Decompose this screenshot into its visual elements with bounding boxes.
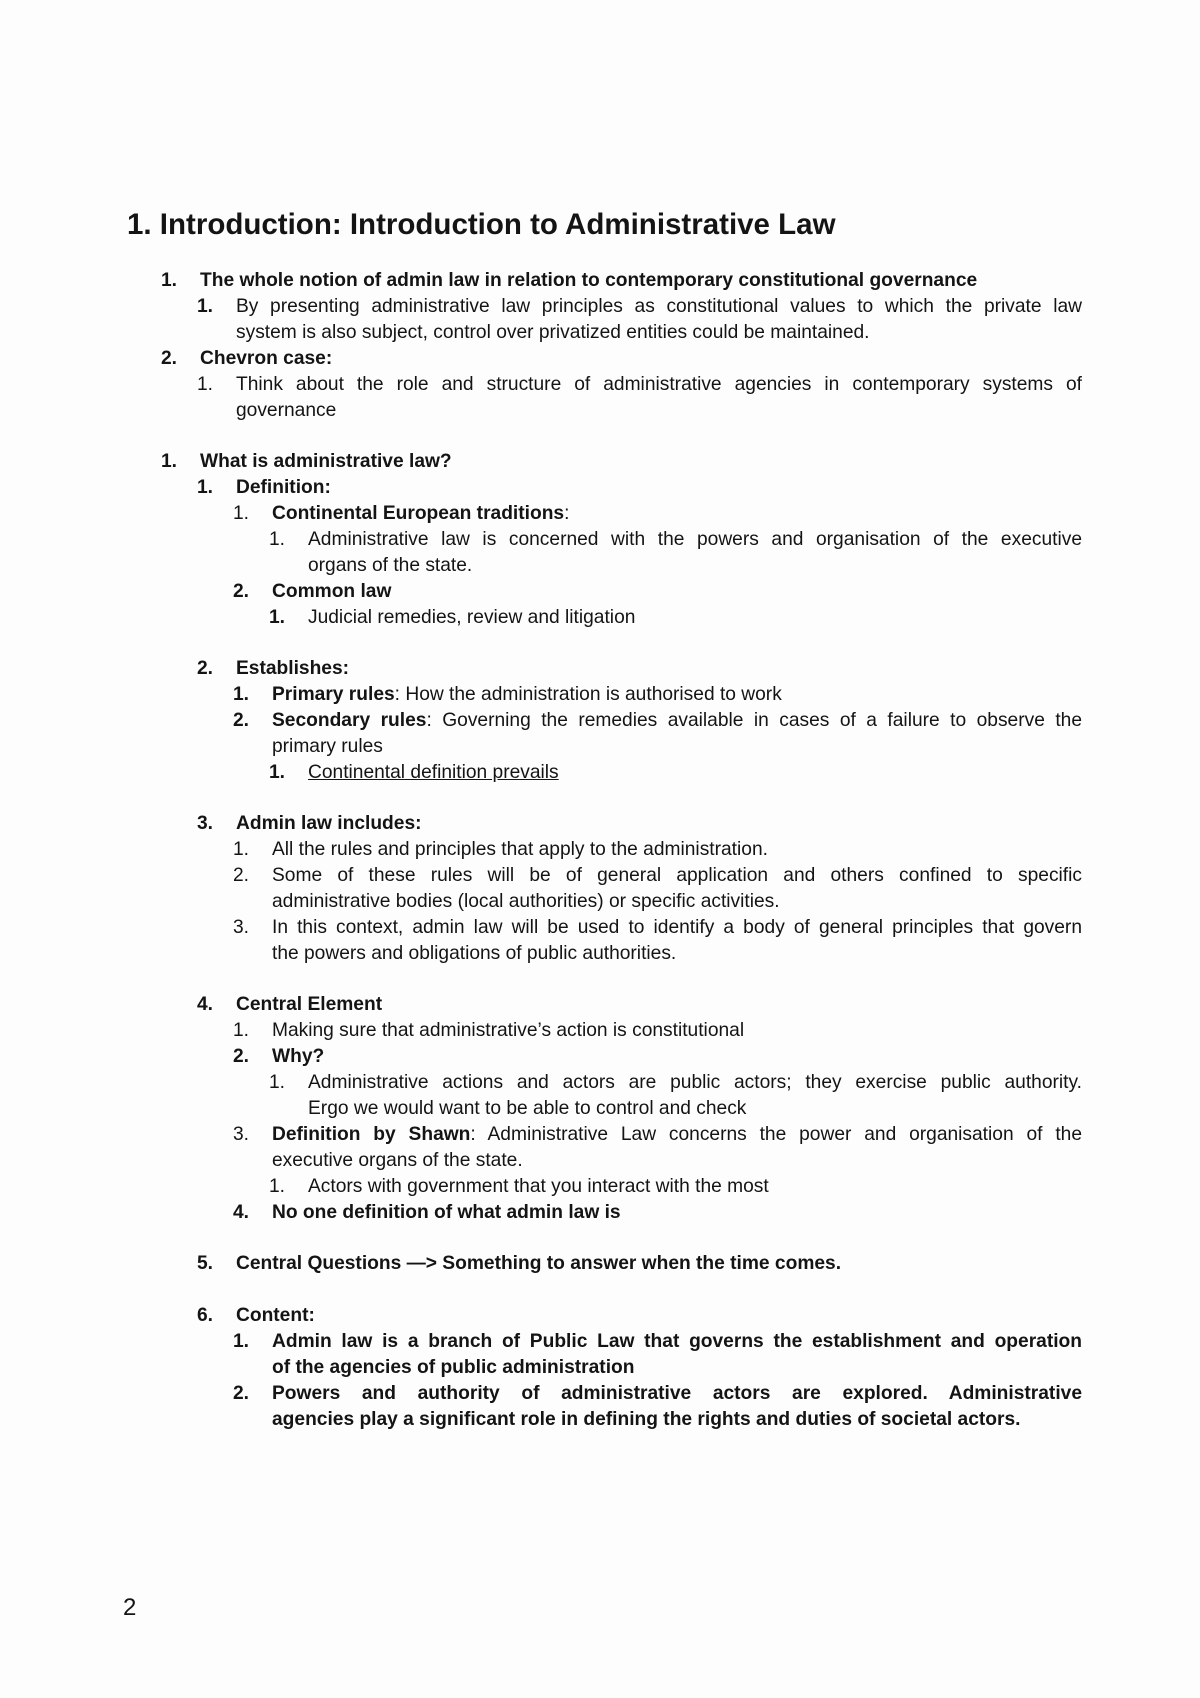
- list-item-text: Central Element: [236, 994, 383, 1015]
- list-item-description: : Governing the remedies available in cases of a failure to observe the: [426, 710, 1082, 731]
- list-item: [0, 1095, 1200, 1123]
- list-item: [0, 940, 1200, 968]
- list-item: [0, 1043, 1200, 1071]
- list-item-number: 1.: [233, 1020, 250, 1041]
- list-item-number: 2.: [161, 348, 178, 369]
- list-item: [0, 759, 1200, 787]
- list-item-text: [272, 1121, 1082, 1149]
- list-item: [0, 500, 1200, 528]
- list-item-text: Chevron case:: [200, 348, 333, 369]
- list-item-text: primary rules: [272, 736, 383, 757]
- list-item-text: The whole notion of admin law in relation to contemporary constitutional governance: [200, 270, 978, 291]
- list-item-text: All the rules and principles that apply to the administration.: [272, 839, 768, 860]
- list-item-term: Continental European traditions: [272, 503, 565, 524]
- list-item-text: Ergo we would want to be able to control and check: [308, 1098, 747, 1119]
- list-item: [0, 836, 1200, 864]
- list-item: [0, 733, 1200, 761]
- list-item-number: 1.: [233, 684, 250, 705]
- list-item-text: of the agencies of public administration: [272, 1357, 635, 1378]
- list-item-number: 2.: [197, 658, 214, 679]
- list-item-number: 1.: [233, 1331, 250, 1352]
- list-item-text: administrative bodies (local authorities) or specific activities.: [272, 891, 780, 912]
- list-item: [0, 448, 1200, 476]
- list-item-text: executive organs of the state.: [272, 1150, 523, 1171]
- list-item-number: 1.: [233, 839, 250, 860]
- list-item-text: [272, 681, 1082, 709]
- list-item-number: 3.: [233, 1124, 250, 1145]
- list-item-text: By presenting administrative law principles as constitutional values to which the private law: [236, 296, 1082, 317]
- list-item-text: Central Questions —> Something to answer when the time comes.: [236, 1253, 842, 1274]
- list-item-number: 1.: [269, 529, 286, 550]
- list-item-term: Secondary rules: [272, 710, 427, 731]
- list-item: [0, 862, 1200, 890]
- list-item-text: In this context, admin law will be used to identify a body of general principles that govern: [272, 917, 1082, 938]
- list-item-number: 1.: [197, 296, 214, 317]
- list-item-number: 1.: [233, 503, 250, 524]
- list-item-text: agencies play a significant role in defining the rights and duties of societal actors.: [272, 1409, 1021, 1430]
- list-item-number: 3.: [233, 917, 250, 938]
- list-item-text: Admin law is a branch of Public Law that governs the establishment and operation: [272, 1331, 1082, 1352]
- list-item: [0, 371, 1200, 399]
- list-item-number: 1.: [269, 1176, 286, 1197]
- list-item-number: 3.: [197, 813, 214, 834]
- list-item: [0, 991, 1200, 1019]
- list-item: [0, 267, 1200, 295]
- list-item-text: Administrative actions and actors are public actors; they exercise public authority.: [308, 1072, 1082, 1093]
- list-item-number: 5.: [197, 1253, 214, 1274]
- list-item-number: 1.: [197, 374, 214, 395]
- list-item-text: Think about the role and structure of administrative agencies in contemporary systems of: [236, 374, 1082, 395]
- list-item: [0, 526, 1200, 554]
- list-item-text: system is also subject, control over privatized entities could be maintained.: [236, 322, 870, 343]
- page-number: 2: [123, 1594, 137, 1621]
- list-item: [0, 1069, 1200, 1097]
- list-item: [0, 1250, 1200, 1278]
- list-item-text: [272, 500, 1082, 528]
- list-item: [0, 1121, 1200, 1149]
- list-item-text: Making sure that administrative’s action is constitutional: [272, 1020, 745, 1041]
- list-item: [0, 888, 1200, 916]
- list-item-description: :: [564, 503, 570, 524]
- list-item: [0, 1147, 1200, 1175]
- list-item-number: 1.: [269, 607, 286, 628]
- list-item-number: 1.: [269, 762, 286, 783]
- list-item-term: Primary rules: [272, 684, 395, 705]
- list-item-text: governance: [236, 400, 337, 421]
- list-item: [0, 655, 1200, 683]
- list-item-text: Some of these rules will be of general application and others confined to specific: [272, 865, 1082, 886]
- list-item: [0, 397, 1200, 425]
- list-item: [0, 1173, 1200, 1201]
- list-item-number: 1.: [197, 477, 214, 498]
- list-item-term: Definition by Shawn: [272, 1124, 471, 1145]
- list-item: [0, 1380, 1200, 1408]
- list-item-number: 4.: [233, 1202, 250, 1223]
- list-item-number: 1.: [269, 1072, 286, 1093]
- list-item-number: 2.: [233, 581, 250, 602]
- list-item-text: No one definition of what admin law is: [272, 1202, 621, 1223]
- list-item-text: Common law: [272, 581, 392, 602]
- list-item: [0, 810, 1200, 838]
- list-item-number: 1.: [161, 270, 178, 291]
- list-item-text: Judicial remedies, review and litigation: [308, 607, 636, 628]
- list-item: [0, 707, 1200, 735]
- list-item-text: Admin law includes:: [236, 813, 422, 834]
- list-item: [0, 319, 1200, 347]
- list-item-number: 2.: [233, 865, 250, 886]
- list-item-text: Content:: [236, 1305, 315, 1326]
- list-item: [0, 345, 1200, 373]
- list-item-text: Why?: [272, 1046, 325, 1067]
- list-item-text: Powers and authority of administrative actors are explored. Administrative: [272, 1383, 1082, 1404]
- list-item: [0, 914, 1200, 942]
- list-item-text: the powers and obligations of public authorities.: [272, 943, 677, 964]
- list-item-text: [272, 707, 1082, 735]
- list-item: [0, 578, 1200, 606]
- list-item-text: Continental definition prevails: [308, 762, 559, 783]
- list-item-text: Definition:: [236, 477, 331, 498]
- list-item-number: 2.: [233, 1046, 250, 1067]
- list-item-text: Actors with government that you interact with the most: [308, 1176, 769, 1197]
- page-title: 1. Introduction: Introduction to Administrative Law: [127, 208, 836, 241]
- list-item-description: : Administrative Law concerns the power and organisation of the: [470, 1124, 1082, 1145]
- list-item-number: 2.: [233, 1383, 250, 1404]
- list-item: [0, 293, 1200, 321]
- list-item-number: 1.: [161, 451, 178, 472]
- list-item-number: 6.: [197, 1305, 214, 1326]
- list-item-text: organs of the state.: [308, 555, 473, 576]
- list-item: [0, 1199, 1200, 1227]
- list-item: [0, 1406, 1200, 1434]
- list-item-description: : How the administration is authorised to work: [394, 684, 782, 705]
- list-item-number: 4.: [197, 994, 214, 1015]
- list-item: [0, 1302, 1200, 1330]
- list-item-number: 2.: [233, 710, 250, 731]
- list-item: [0, 1354, 1200, 1382]
- list-item: [0, 474, 1200, 502]
- list-item: [0, 1017, 1200, 1045]
- list-item: [0, 681, 1200, 709]
- list-item-text: Establishes:: [236, 658, 350, 679]
- list-item: [0, 604, 1200, 632]
- list-item: [0, 552, 1200, 580]
- list-item-text: Administrative law is concerned with the powers and organisation of the executive: [308, 529, 1082, 550]
- list-item-text: What is administrative law?: [200, 451, 452, 472]
- list-item: [0, 1328, 1200, 1356]
